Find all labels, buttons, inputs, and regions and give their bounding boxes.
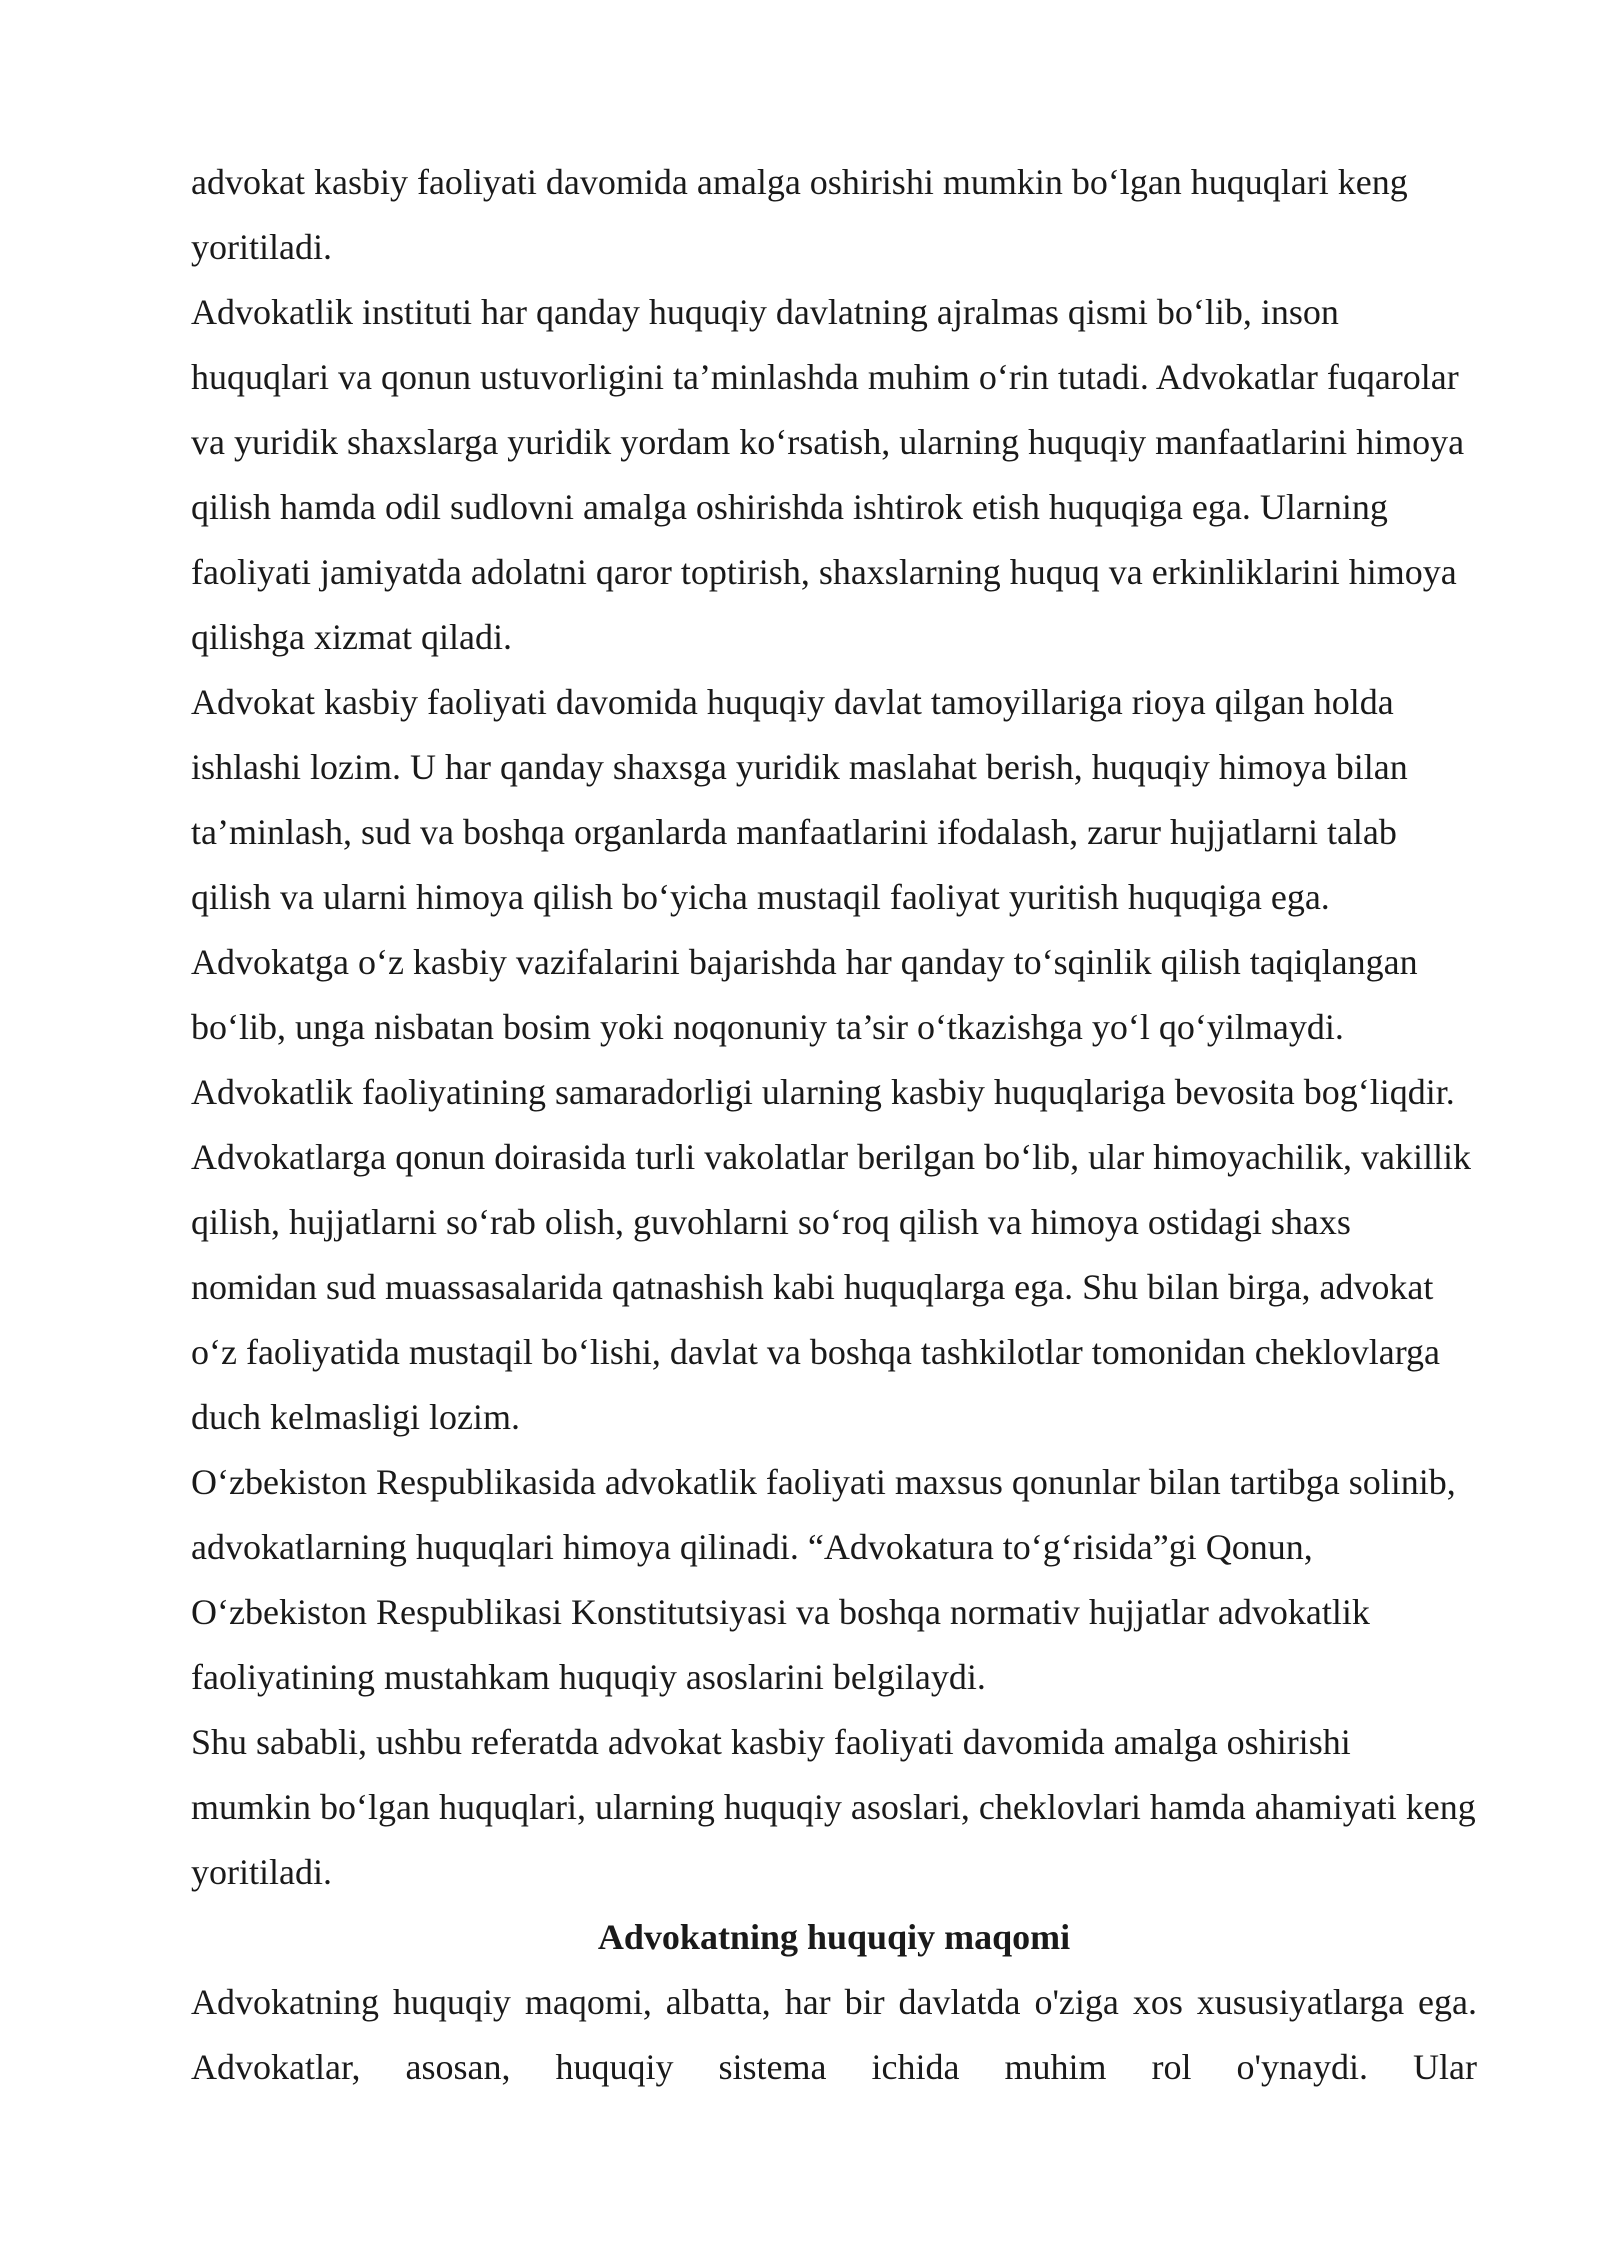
paragraph-advocacy-institute: Advokatlik instituti har qanday huquqiy davlatning ajralmas qismi bo‘lib, inson huquqlari va qonun ustuvorligini ta’minlashda muhim o‘rin tutadi. Advokatlar fuqarolar va yuridik shaxslarga yuridik yordam ko‘rsatish, ularning huquqiy manfaatlarini himoya qilish hamda odil sudlovni amalga oshirishda ishtirok etish huquqiga ega. Ularning faoliyati jamiyatda adolatni qaror toptirish, shaxslarning huquq va erkinliklarini himoya qilishga xizmat qiladi. bbox=[191, 292, 1465, 657]
paragraph-legal-status: Advokatning huquqiy maqomi, albatta, har bir davlatda o'ziga xos xususiyatlarga ega. Advokatlar, asosan, huquqiy sistema ichida muhim rol o'ynaydi. Ular bbox=[191, 1982, 1477, 2087]
paragraph-intro-continuation: advokat kasbiy faoliyati davomida amalga oshirishi mumkin bo‘lgan huquqlari keng yoritiladi. bbox=[191, 162, 1408, 267]
section-heading: Advokatning huquqiy maqomi bbox=[597, 1917, 1071, 1957]
paragraph-effectiveness: Advokatlik faoliyatining samaradorligi ularning kasbiy huquqlariga bevosita bog‘liqdir. Advokatlarga qonun doirasida turli vakolatlar berilgan bo‘lib, ular himoyachilik, vakillik qilish, hujjatlarni so‘rab olish, guvohlarni so‘roq qilish va himoya ostidagi shaxs nomidan sud muassasalarida qatnashish kabi huquqlarga ega. Shu bilan birga, advokat o‘z faoliyatida mustaqil bo‘lishi, davlat va boshqa tashkilotlar tomonidan cheklovlarga duch kelmasligi lozim. bbox=[191, 1072, 1472, 1437]
paragraph-referat-purpose: Shu sababli, ushbu referatda advokat kasbiy faoliyati davomida amalga oshirishi mumkin bo‘lgan huquqlari, ularning huquqiy asoslari, cheklovlari hamda ahamiyati keng yoritiladi. bbox=[191, 1722, 1476, 1892]
document-body bbox=[191, 150, 1477, 2100]
paragraph-professional-activity: Advokat kasbiy faoliyati davomida huquqiy davlat tamoyillariga rioya qilgan holda ishlashi lozim. U har qanday shaxsga yuridik maslahat berish, huquqiy himoya bilan ta’minlash, sud va boshqa organlarda manfaatlarini ifodalash, zarur hujjatlarni talab qilish va ularni himoya qilish bo‘yicha mustaqil faoliyat yuritish huquqiga ega. Advokatga o‘z kasbiy vazifalarini bajarishda har qanday to‘sqinlik qilish taqiqlangan bo‘lib, unga nisbatan bosim yoki noqonuniy ta’sir o‘tkazishga yo‘l qo‘yilmaydi. bbox=[191, 682, 1418, 1047]
paragraph-uzbekistan-law: O‘zbekiston Respublikasida advokatlik faoliyati maxsus qonunlar bilan tartibga solinib, advokatlarning huquqlari himoya qilinadi. “Advokatura to‘g‘risida”gi Qonun, O‘zbekiston Respublikasi Konstitutsiyasi va boshqa normativ hujjatlar advokatlik faoliyatining mustahkam huquqiy asoslarini belgilaydi. bbox=[191, 1462, 1456, 1697]
